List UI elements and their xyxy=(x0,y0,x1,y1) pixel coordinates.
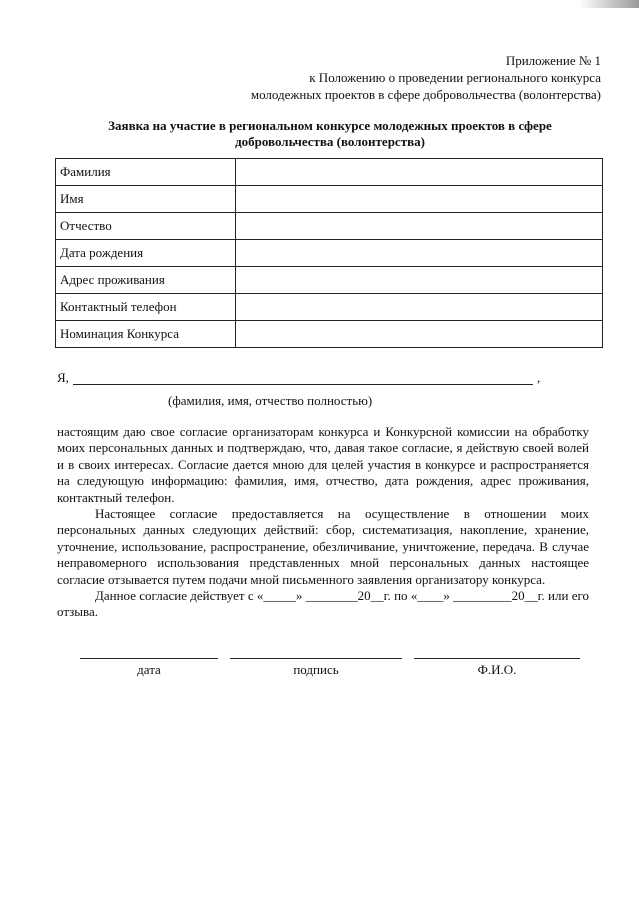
consent-comma: , xyxy=(537,370,541,385)
date-line[interactable] xyxy=(80,658,218,659)
form-row-patronymic xyxy=(56,213,603,240)
form-label: Имя xyxy=(56,186,236,213)
fullname-blank-line[interactable] xyxy=(73,384,533,385)
form-value-phone[interactable] xyxy=(236,294,603,321)
applicant-form-table xyxy=(55,158,603,348)
consent-paragraph-2: Настоящее согласие предоставляется на осуществление в отношении моих персональных данных следующих действий: сбор, систематизация, накопление, хранение, уточнение, использование, распространение, обезличивание, уничтожение, передача. В случае неправомерного использования представленных мной персональных данных настоящее согласие отзывается путем подачи мной письменного заявления организатору конкурса. xyxy=(57,506,589,587)
consent-text xyxy=(57,424,589,621)
fio-line[interactable] xyxy=(414,658,580,659)
form-row-address xyxy=(56,267,603,294)
appendix-regulation: к Положению о проведении регионального конкурса xyxy=(309,70,601,85)
consent-paragraph-3: Данное согласие действует с «_____» ________20__г. по «____» _________20__г. или его отзыва. xyxy=(57,588,589,620)
form-value-nomination[interactable] xyxy=(236,321,603,348)
form-row-name xyxy=(56,186,603,213)
consent-paragraph-1: настоящим даю свое согласие организаторам конкурса и Конкурсной комиссии на обработку моих персональных данных и подтверждаю, что, давая такое согласие, я действую своей волей и в своих интересах. Согласие дается мною для целей участия в конкурсе и распространяется на следующую информацию: фамилия, имя, отчество, дата рождения, адрес проживания, контактный телефон. xyxy=(57,424,589,505)
form-label: Номинация Конкурса xyxy=(56,321,236,348)
form-value-address[interactable] xyxy=(236,267,603,294)
appendix-number: Приложение № 1 xyxy=(505,53,601,68)
consent-name-line xyxy=(57,370,541,386)
scan-edge-shadow xyxy=(579,0,639,8)
signature-label: подпись xyxy=(293,662,339,677)
form-row-birthdate xyxy=(56,240,603,267)
form-value-birthdate[interactable] xyxy=(236,240,603,267)
form-row-nomination xyxy=(56,321,603,348)
fio-label: Ф.И.О. xyxy=(477,662,517,677)
signature-date-block xyxy=(80,658,218,678)
form-label: Дата рождения xyxy=(56,240,236,267)
signature-sign-block xyxy=(230,658,402,678)
form-label: Контактный телефон xyxy=(56,294,236,321)
form-row-surname xyxy=(56,159,603,186)
appendix-contest: молодежных проектов в сфере добровольчества (волонтерства) xyxy=(250,87,601,102)
form-label: Отчество xyxy=(56,213,236,240)
form-label: Адрес проживания xyxy=(56,267,236,294)
document-title xyxy=(80,118,580,150)
form-value-patronymic[interactable] xyxy=(236,213,603,240)
signature-line[interactable] xyxy=(230,658,402,659)
consent-ya: Я, xyxy=(57,370,69,385)
form-row-phone xyxy=(56,294,603,321)
document-title-line2: добровольчества (волонтерства) xyxy=(235,134,425,149)
form-label: Фамилия xyxy=(56,159,236,186)
date-label: дата xyxy=(137,662,161,677)
document-title-line1: Заявка на участие в региональном конкурсе молодежных проектов в сфере xyxy=(108,118,552,133)
form-value-name[interactable] xyxy=(236,186,603,213)
fullname-caption: (фамилия, имя, отчество полностью) xyxy=(168,393,373,408)
signature-name-block xyxy=(414,658,580,678)
appendix-header xyxy=(251,52,601,103)
form-value-surname[interactable] xyxy=(236,159,603,186)
